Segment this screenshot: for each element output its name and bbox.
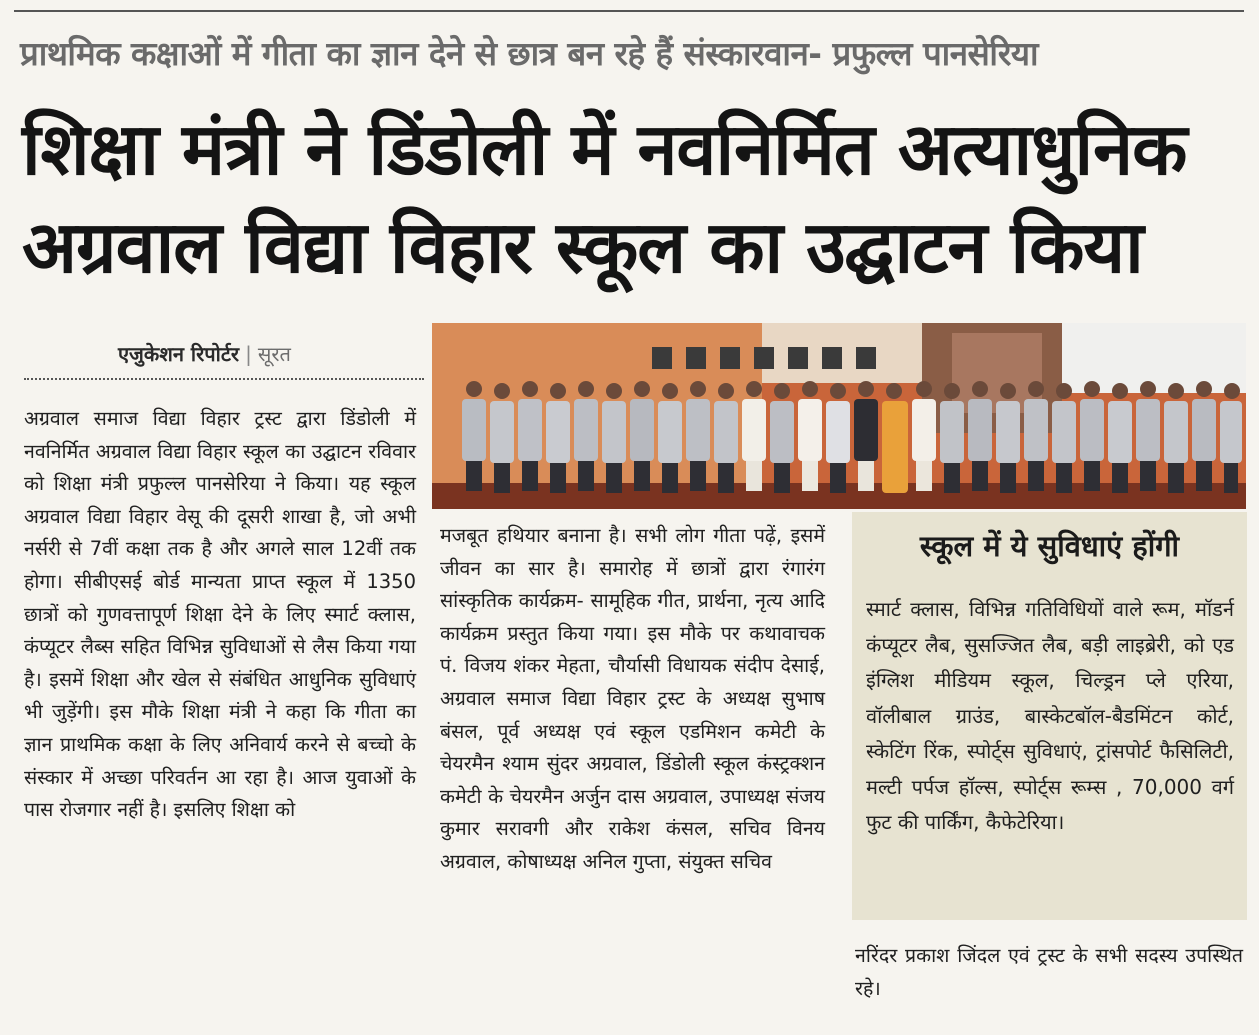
article-text-col3: नरिंदर प्रकाश जिंदल एवं ट्रस्ट के सभी सदस्य उपस्थित रहे। [855, 944, 1243, 1000]
kicker-headline: प्राथमिक कक्षाओं में गीता का ज्ञान देने से छात्र बन रहे हैं संस्कारवान- प्रफुल्ल पानसेरिया [20, 34, 1039, 73]
article-column-1 [24, 403, 416, 827]
byline-separator: | [245, 342, 252, 366]
facilities-title: स्कूल में ये सुविधाएं होंगी [919, 529, 1180, 563]
article-column-2 [440, 520, 825, 879]
headline-line-2: अग्रवाल विद्या विहार स्कूल का उद्घाटन किया [22, 205, 1143, 289]
main-headline [22, 100, 1247, 296]
top-rule [14, 10, 1244, 12]
byline-divider [24, 378, 424, 380]
byline-reporter: एजुकेशन रिपोर्टर [118, 342, 240, 366]
article-column-3 [855, 940, 1243, 1005]
facilities-list: स्मार्ट क्लास, विभिन्न गतिविधियों वाले रूम, मॉडर्न कंप्यूटर लैब, सुसज्जित लैब, बड़ी लाइब्रेरी, को एड इंग्लिश मीडियम स्कूल, चिल्ड्रन प्ले एरिया, वॉलीबाल ग्राउंड, बास्केटबॉल-बैडमिंटन कोर्ट, स्केटिंग रिंक, स्पोर्ट्स सुविधाएं, ट्रांसपोर्ट फैसिलिटी, मल्टी पर्पज हॉल्स, स्पोर्ट्स रूम्स , 70,000 वर्ग फुट की पार्किंग, कैफेटेरिया। [866, 597, 1234, 834]
facilities-sidebar [852, 512, 1247, 920]
article-text-col1: अग्रवाल समाज विद्या विहार ट्रस्ट द्वारा डिंडोली में नवनिर्मित अग्रवाल विद्या विहार स्कूल का उद्घाटन रविवार को शिक्षा मंत्री प्रफुल्ल पानसेरिया ने किया। यह स्कूल अग्रवाल विद्या विहार वेसू की दूसरी शाखा है, जो अभी नर्सरी से 7वीं कक्षा तक है और अगले साल 12वीं तक होगा। सीबीएसई बोर्ड मान्यता प्राप्त स्कूल में 1350 छात्रों को गुणवत्तापूर्ण शिक्षा देने के लिए स्मार्ट क्लास, कंप्यूटर लैब्स सहित विभिन्न सुविधाओं से लैस किया गया है। इसमें शिक्षा और खेल से संबंधित आधुनिक सुविधाएं भी जुड़ेंगी। इस मौके शिक्षा मंत्री ने कहा कि गीता का ज्ञान प्राथमिक कक्षा के लिए अनिवार्य करने से बच्चो के संस्कार में अच्छा परिवर्तन आ रहा है। आज युवाओं के पास रोजगार नहीं है। इसलिए शिक्षा को [24, 407, 416, 822]
article-text-col2: मजबूत हथियार बनाना है। सभी लोग गीता पढ़ें, इसमें जीवन का सार है। समारोह में छात्रों द्वारा रंगारंग सांस्कृतिक कार्यक्रम- सामूहिक गीत, प्रार्थना, नृत्य आदि कार्यक्रम प्रस्तुत किया गया। इस मौके पर कथावाचक पं. विजय शंकर मेहता, चौर्यासी विधायक संदीप देसाई, अग्रवाल समाज विद्या विहार ट्रस्ट के अध्यक्ष सुभाष बंसल, पूर्व अध्यक्ष एवं स्कूल एडमिशन कमेटी के चेयरमैन श्याम सुंदर अग्रवाल, डिंडोली स्कूल कंस्ट्रक्शन कमेटी के चेयरमैन अर्जुन दास अग्रवाल, उपाध्यक्ष संजय कुमार सरावगी और राकेश कंसल, सचिव विनय अग्रवाल, कोषाध्यक्ष अनिल गुप्ता, संयुक्त सचिव [440, 524, 825, 873]
headline-line-1: शिक्षा मंत्री ने डिंडोली में नवनिर्मित अत्याधुनिक [22, 107, 1187, 191]
event-photo [432, 323, 1246, 509]
byline [118, 340, 291, 367]
byline-city: सूरत [257, 342, 291, 366]
event-photo-illustration [432, 323, 1246, 509]
